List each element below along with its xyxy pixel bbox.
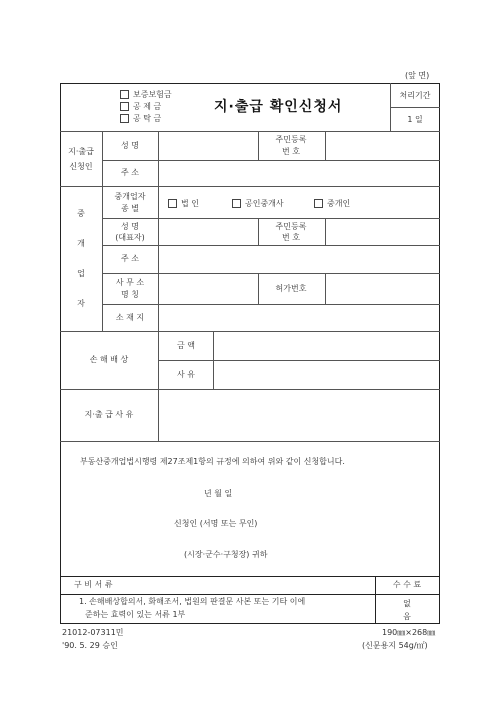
divider (158, 360, 440, 361)
required-documents-item: 준하는 효력이 있는 서류 1부 (85, 610, 186, 619)
divider (325, 273, 326, 304)
disbursement-reason-field[interactable] (160, 391, 437, 439)
divider (325, 131, 326, 160)
documents-frame (60, 594, 440, 624)
office-name-label: 사 무 소 (115, 278, 145, 287)
divider (60, 389, 440, 390)
broker-section-label: 중 (77, 209, 85, 218)
broker-address-field[interactable] (160, 247, 436, 271)
divider (60, 186, 440, 187)
broker-id-label: 번 호 (282, 233, 300, 242)
processing-period-value: 1 일 (407, 115, 423, 124)
divider (102, 273, 440, 274)
divider (60, 576, 440, 577)
office-location-label: 소 재 지 (115, 313, 145, 322)
divider (390, 107, 440, 108)
broker-type-option-licensed-agent[interactable]: 공인중개사 (232, 199, 284, 208)
applicant-section-label: 신청인 (69, 162, 93, 171)
broker-id-label: 주민등록 (275, 222, 307, 231)
form-number: 21012-07311민 (62, 628, 124, 637)
divider (158, 186, 159, 331)
divider (60, 331, 440, 332)
divider (158, 131, 159, 186)
broker-type-option-broker[interactable]: 중개인 (314, 199, 350, 208)
license-number-label: 허가번호 (275, 284, 307, 293)
divider (375, 594, 376, 624)
divider (102, 186, 103, 331)
applicant-name-field[interactable] (160, 133, 256, 158)
paper-size: 190㎜×268㎜ (382, 628, 436, 637)
applicant-section-label: 지·출급 (68, 147, 94, 156)
required-documents-item: 1. 손해배상합의서, 화해조서, 법원의 판결문 사본 또는 기타 이에 (79, 597, 306, 606)
checkbox[interactable] (168, 199, 177, 208)
broker-type-label: 중개업자 (114, 192, 146, 201)
divider (258, 273, 259, 304)
applicant-address-field[interactable] (160, 162, 436, 184)
divider (258, 131, 259, 160)
damages-reason-field[interactable] (215, 362, 437, 387)
applicant-name-label: 성 명 (121, 141, 139, 150)
broker-name-field[interactable] (160, 220, 256, 243)
fee-label: 수 수 료 (392, 580, 422, 589)
applicant-id-label: 번 호 (282, 147, 300, 156)
declaration-recipient-line: (시장·군수·구청장) 귀하 (184, 550, 268, 559)
damages-section-label: 손 해 배 상 (89, 355, 129, 364)
checkbox[interactable] (120, 102, 129, 111)
office-name-field[interactable] (160, 275, 256, 302)
disbursement-reason-label: 지·출 급 사 유 (84, 410, 134, 419)
declaration-applicant-line: 신청인 (서명 또는 무인) (174, 519, 258, 528)
broker-name-label: 성 명 (121, 222, 139, 231)
applicant-address-label: 주 소 (121, 168, 139, 177)
form-title: 지·출급 확인신청서 (214, 99, 343, 115)
damages-reason-label: 사 유 (177, 370, 195, 379)
approval-date: '90. 5. 29 승인 (62, 641, 118, 650)
damages-amount-field[interactable] (215, 333, 437, 358)
fund-option-deposit[interactable]: 공 탁 금 (120, 114, 161, 123)
checkbox[interactable] (120, 90, 129, 99)
applicant-id-label: 주민등록 (275, 135, 307, 144)
divider (258, 218, 259, 245)
damages-amount-label: 금 액 (177, 341, 195, 350)
divider (60, 131, 440, 132)
paper-type: (신문용지 54g/㎡) (362, 641, 428, 650)
declaration-date-line: 년 월 일 (204, 489, 233, 498)
checkbox[interactable] (232, 199, 241, 208)
divider (102, 245, 440, 246)
fee-value: 음 (403, 612, 411, 621)
broker-type-option-corporation[interactable]: 법 인 (168, 199, 199, 208)
fee-value: 없 (403, 599, 411, 608)
checkbox[interactable] (314, 199, 323, 208)
divider (325, 218, 326, 245)
divider (158, 389, 159, 441)
divider (102, 304, 440, 305)
processing-period-label: 처리기간 (399, 91, 431, 100)
applicant-id-field[interactable] (327, 133, 437, 158)
page-side-label: (앞 면) (405, 71, 430, 80)
broker-id-field[interactable] (327, 220, 437, 243)
broker-address-label: 주 소 (121, 254, 139, 263)
divider (102, 131, 103, 186)
office-name-label: 명 칭 (121, 290, 139, 299)
declaration-statement: 부동산중개업법시행령 제27조제1항의 규정에 의하여 위와 같이 신청합니다. (80, 457, 345, 466)
divider (102, 160, 440, 161)
divider (375, 576, 376, 595)
license-number-field[interactable] (327, 275, 437, 302)
office-location-field[interactable] (160, 306, 436, 329)
broker-section-label: 개 (77, 239, 85, 248)
required-documents-header: 구 비 서 류 (74, 580, 113, 589)
fund-option-mutual-aid[interactable]: 공 제 금 (120, 102, 161, 111)
broker-name-label: (대표자) (115, 233, 145, 242)
checkbox[interactable] (120, 114, 129, 123)
broker-section-label: 자 (77, 299, 85, 308)
broker-type-label: 종 별 (121, 204, 139, 213)
broker-section-label: 업 (77, 269, 85, 278)
divider (60, 441, 440, 442)
divider (102, 218, 440, 219)
fund-option-guarantee-insurance[interactable]: 보증보험금 (120, 90, 172, 99)
